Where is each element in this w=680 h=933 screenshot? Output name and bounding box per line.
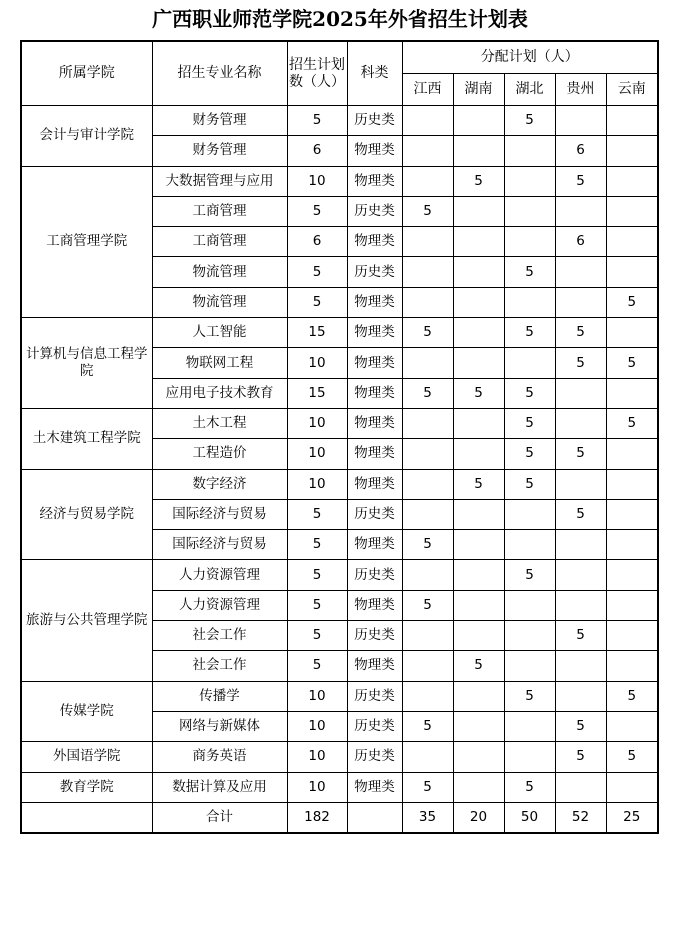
major-cell: 国际经济与贸易 [152, 499, 287, 529]
allocation-cell [606, 530, 658, 560]
subject-cell: 物理类 [347, 530, 402, 560]
total-row [21, 802, 658, 833]
college-cell: 教育学院 [21, 772, 152, 802]
allocation-cell [453, 257, 504, 287]
allocation-cell: 5 [555, 742, 606, 772]
allocation-cell [402, 439, 453, 469]
quota-cell: 10 [287, 439, 347, 469]
allocation-cell [402, 681, 453, 711]
subject-cell: 物理类 [347, 469, 402, 499]
major-cell: 财务管理 [152, 136, 287, 166]
table-row [21, 166, 658, 196]
page-title: 广西职业师范学院2025年外省招生计划表 [152, 7, 528, 31]
major-cell: 物流管理 [152, 257, 287, 287]
allocation-cell: 5 [402, 590, 453, 620]
allocation-cell: 5 [504, 378, 555, 408]
allocation-cell: 5 [504, 469, 555, 499]
quota-cell: 10 [287, 469, 347, 499]
allocation-cell [453, 136, 504, 166]
major-cell: 传播学 [152, 681, 287, 711]
enrollment-plan-table [20, 40, 659, 834]
header-province: 贵州 [555, 74, 606, 106]
subject-cell: 物理类 [347, 408, 402, 438]
allocation-cell [453, 560, 504, 590]
allocation-cell [606, 772, 658, 802]
subject-cell: 历史类 [347, 106, 402, 136]
total-subject-cell [347, 802, 402, 833]
header-province: 湖北 [504, 74, 555, 106]
major-cell: 工商管理 [152, 196, 287, 226]
major-cell: 土木工程 [152, 408, 287, 438]
allocation-cell [606, 439, 658, 469]
total-quota: 182 [287, 802, 347, 833]
subject-cell: 历史类 [347, 711, 402, 741]
table-row [21, 560, 658, 590]
allocation-cell [402, 742, 453, 772]
quota-cell: 10 [287, 711, 347, 741]
total-allocation-cell: 35 [402, 802, 453, 833]
allocation-cell [453, 287, 504, 317]
subject-cell: 物理类 [347, 348, 402, 378]
quota-cell: 15 [287, 378, 347, 408]
header-row [21, 41, 658, 74]
allocation-cell [453, 530, 504, 560]
college-cell: 外国语学院 [21, 742, 152, 772]
quota-cell: 5 [287, 560, 347, 590]
header-quota: 招生计划数（人） [287, 41, 347, 106]
allocation-cell [402, 499, 453, 529]
allocation-cell [606, 590, 658, 620]
quota-cell: 10 [287, 408, 347, 438]
allocation-cell: 5 [453, 651, 504, 681]
allocation-cell: 5 [555, 348, 606, 378]
allocation-cell [504, 166, 555, 196]
allocation-cell [606, 469, 658, 499]
allocation-cell [606, 227, 658, 257]
allocation-cell: 5 [504, 681, 555, 711]
allocation-cell [453, 742, 504, 772]
allocation-cell [606, 651, 658, 681]
allocation-cell [504, 651, 555, 681]
allocation-cell [555, 257, 606, 287]
allocation-cell [453, 499, 504, 529]
allocation-cell: 6 [555, 227, 606, 257]
subject-cell: 物理类 [347, 287, 402, 317]
allocation-cell: 5 [555, 711, 606, 741]
allocation-cell [606, 166, 658, 196]
major-cell: 应用电子技术教育 [152, 378, 287, 408]
allocation-cell [402, 136, 453, 166]
allocation-cell: 5 [402, 318, 453, 348]
table-row [21, 106, 658, 136]
major-cell: 工商管理 [152, 227, 287, 257]
major-cell: 国际经济与贸易 [152, 530, 287, 560]
table-row [21, 469, 658, 499]
allocation-cell [402, 287, 453, 317]
allocation-cell [555, 681, 606, 711]
header-province: 江西 [402, 74, 453, 106]
allocation-cell: 5 [402, 378, 453, 408]
allocation-cell: 5 [453, 469, 504, 499]
allocation-cell [453, 408, 504, 438]
major-cell: 社会工作 [152, 651, 287, 681]
total-allocation-cell: 25 [606, 802, 658, 833]
subject-cell: 物理类 [347, 166, 402, 196]
header-province: 湖南 [453, 74, 504, 106]
major-cell: 数字经济 [152, 469, 287, 499]
allocation-cell [555, 408, 606, 438]
allocation-cell [555, 378, 606, 408]
major-cell: 物联网工程 [152, 348, 287, 378]
allocation-cell [504, 136, 555, 166]
major-cell: 工程造价 [152, 439, 287, 469]
allocation-cell [606, 560, 658, 590]
major-cell: 大数据管理与应用 [152, 166, 287, 196]
allocation-cell [606, 711, 658, 741]
allocation-cell [402, 348, 453, 378]
allocation-cell [504, 621, 555, 651]
allocation-cell [453, 106, 504, 136]
quota-cell: 10 [287, 772, 347, 802]
total-label: 合计 [152, 802, 287, 833]
subject-cell: 历史类 [347, 621, 402, 651]
table-row [21, 408, 658, 438]
allocation-cell [555, 590, 606, 620]
quota-cell: 5 [287, 196, 347, 226]
allocation-cell: 5 [504, 106, 555, 136]
subject-cell: 历史类 [347, 196, 402, 226]
allocation-cell [453, 348, 504, 378]
allocation-cell [453, 318, 504, 348]
quota-cell: 5 [287, 621, 347, 651]
quota-cell: 6 [287, 136, 347, 166]
allocation-cell [402, 166, 453, 196]
allocation-cell [402, 227, 453, 257]
quota-cell: 10 [287, 742, 347, 772]
table-body [21, 106, 658, 834]
allocation-cell [504, 590, 555, 620]
allocation-cell [606, 196, 658, 226]
header-college: 所属学院 [21, 41, 152, 106]
allocation-cell [453, 681, 504, 711]
allocation-cell [606, 257, 658, 287]
allocation-cell [555, 772, 606, 802]
allocation-cell: 5 [606, 408, 658, 438]
allocation-cell [453, 711, 504, 741]
allocation-cell [402, 621, 453, 651]
subject-cell: 历史类 [347, 681, 402, 711]
subject-cell: 物理类 [347, 439, 402, 469]
subject-cell: 历史类 [347, 560, 402, 590]
major-cell: 物流管理 [152, 287, 287, 317]
allocation-cell: 5 [402, 711, 453, 741]
allocation-cell [504, 196, 555, 226]
header-allocation: 分配计划（人） [402, 41, 658, 74]
allocation-cell: 5 [402, 772, 453, 802]
quota-cell: 5 [287, 106, 347, 136]
allocation-cell: 5 [504, 408, 555, 438]
allocation-cell [453, 621, 504, 651]
allocation-cell: 5 [606, 681, 658, 711]
major-cell: 人工智能 [152, 318, 287, 348]
quota-cell: 15 [287, 318, 347, 348]
quota-cell: 10 [287, 166, 347, 196]
total-allocation-cell: 52 [555, 802, 606, 833]
college-cell: 土木建筑工程学院 [21, 408, 152, 469]
allocation-cell [453, 439, 504, 469]
allocation-cell [606, 136, 658, 166]
major-cell: 人力资源管理 [152, 590, 287, 620]
subject-cell: 物理类 [347, 590, 402, 620]
allocation-cell [402, 651, 453, 681]
table-row [21, 772, 658, 802]
allocation-cell [555, 469, 606, 499]
allocation-cell: 5 [555, 439, 606, 469]
allocation-cell [606, 621, 658, 651]
major-cell: 网络与新媒体 [152, 711, 287, 741]
header-major: 招生专业名称 [152, 41, 287, 106]
allocation-cell [504, 742, 555, 772]
allocation-cell [453, 590, 504, 620]
allocation-cell: 5 [402, 196, 453, 226]
major-cell: 财务管理 [152, 106, 287, 136]
major-cell: 社会工作 [152, 621, 287, 651]
total-allocation-cell: 50 [504, 802, 555, 833]
allocation-cell: 5 [453, 166, 504, 196]
allocation-cell [504, 711, 555, 741]
allocation-cell [402, 408, 453, 438]
table-row [21, 742, 658, 772]
allocation-cell: 5 [504, 772, 555, 802]
allocation-cell [504, 227, 555, 257]
college-cell: 传媒学院 [21, 681, 152, 742]
allocation-cell: 5 [555, 621, 606, 651]
allocation-cell [555, 287, 606, 317]
total-college-cell [21, 802, 152, 833]
allocation-cell: 5 [555, 499, 606, 529]
allocation-cell [402, 106, 453, 136]
subject-cell: 历史类 [347, 257, 402, 287]
allocation-cell [606, 499, 658, 529]
college-cell: 旅游与公共管理学院 [21, 560, 152, 681]
allocation-cell [606, 318, 658, 348]
quota-cell: 5 [287, 499, 347, 529]
major-cell: 人力资源管理 [152, 560, 287, 590]
header-subject: 科类 [347, 41, 402, 106]
allocation-cell [402, 560, 453, 590]
major-cell: 数据计算及应用 [152, 772, 287, 802]
allocation-cell [555, 106, 606, 136]
total-allocation-cell: 20 [453, 802, 504, 833]
allocation-cell: 5 [402, 530, 453, 560]
allocation-cell: 5 [606, 742, 658, 772]
subject-cell: 物理类 [347, 318, 402, 348]
allocation-cell: 5 [555, 318, 606, 348]
allocation-cell [504, 348, 555, 378]
quota-cell: 10 [287, 348, 347, 378]
quota-cell: 5 [287, 590, 347, 620]
allocation-cell: 5 [606, 287, 658, 317]
allocation-cell [606, 378, 658, 408]
header-province: 云南 [606, 74, 658, 106]
subject-cell: 历史类 [347, 499, 402, 529]
allocation-cell [555, 651, 606, 681]
allocation-cell: 5 [504, 318, 555, 348]
allocation-cell: 6 [555, 136, 606, 166]
allocation-cell: 5 [504, 439, 555, 469]
quota-cell: 5 [287, 257, 347, 287]
allocation-cell [504, 530, 555, 560]
allocation-cell: 5 [606, 348, 658, 378]
college-cell: 会计与审计学院 [21, 106, 152, 167]
allocation-cell [453, 227, 504, 257]
allocation-cell [504, 499, 555, 529]
subject-cell: 历史类 [347, 742, 402, 772]
allocation-cell [555, 560, 606, 590]
college-cell: 计算机与信息工程学院 [21, 318, 152, 409]
college-cell: 经济与贸易学院 [21, 469, 152, 560]
quota-cell: 5 [287, 287, 347, 317]
allocation-cell [453, 772, 504, 802]
subject-cell: 物理类 [347, 136, 402, 166]
allocation-cell: 5 [504, 560, 555, 590]
subject-cell: 物理类 [347, 651, 402, 681]
table-row [21, 681, 658, 711]
major-cell: 商务英语 [152, 742, 287, 772]
allocation-cell: 5 [555, 166, 606, 196]
allocation-cell [504, 287, 555, 317]
quota-cell: 6 [287, 227, 347, 257]
allocation-cell: 5 [504, 257, 555, 287]
allocation-cell [555, 530, 606, 560]
allocation-cell [402, 469, 453, 499]
allocation-cell: 5 [453, 378, 504, 408]
quota-cell: 10 [287, 681, 347, 711]
quota-cell: 5 [287, 530, 347, 560]
subject-cell: 物理类 [347, 378, 402, 408]
allocation-cell [555, 196, 606, 226]
allocation-cell [453, 196, 504, 226]
quota-cell: 5 [287, 651, 347, 681]
allocation-cell [402, 257, 453, 287]
table-row [21, 318, 658, 348]
subject-cell: 物理类 [347, 227, 402, 257]
college-cell: 工商管理学院 [21, 166, 152, 317]
subject-cell: 物理类 [347, 772, 402, 802]
allocation-cell [606, 106, 658, 136]
